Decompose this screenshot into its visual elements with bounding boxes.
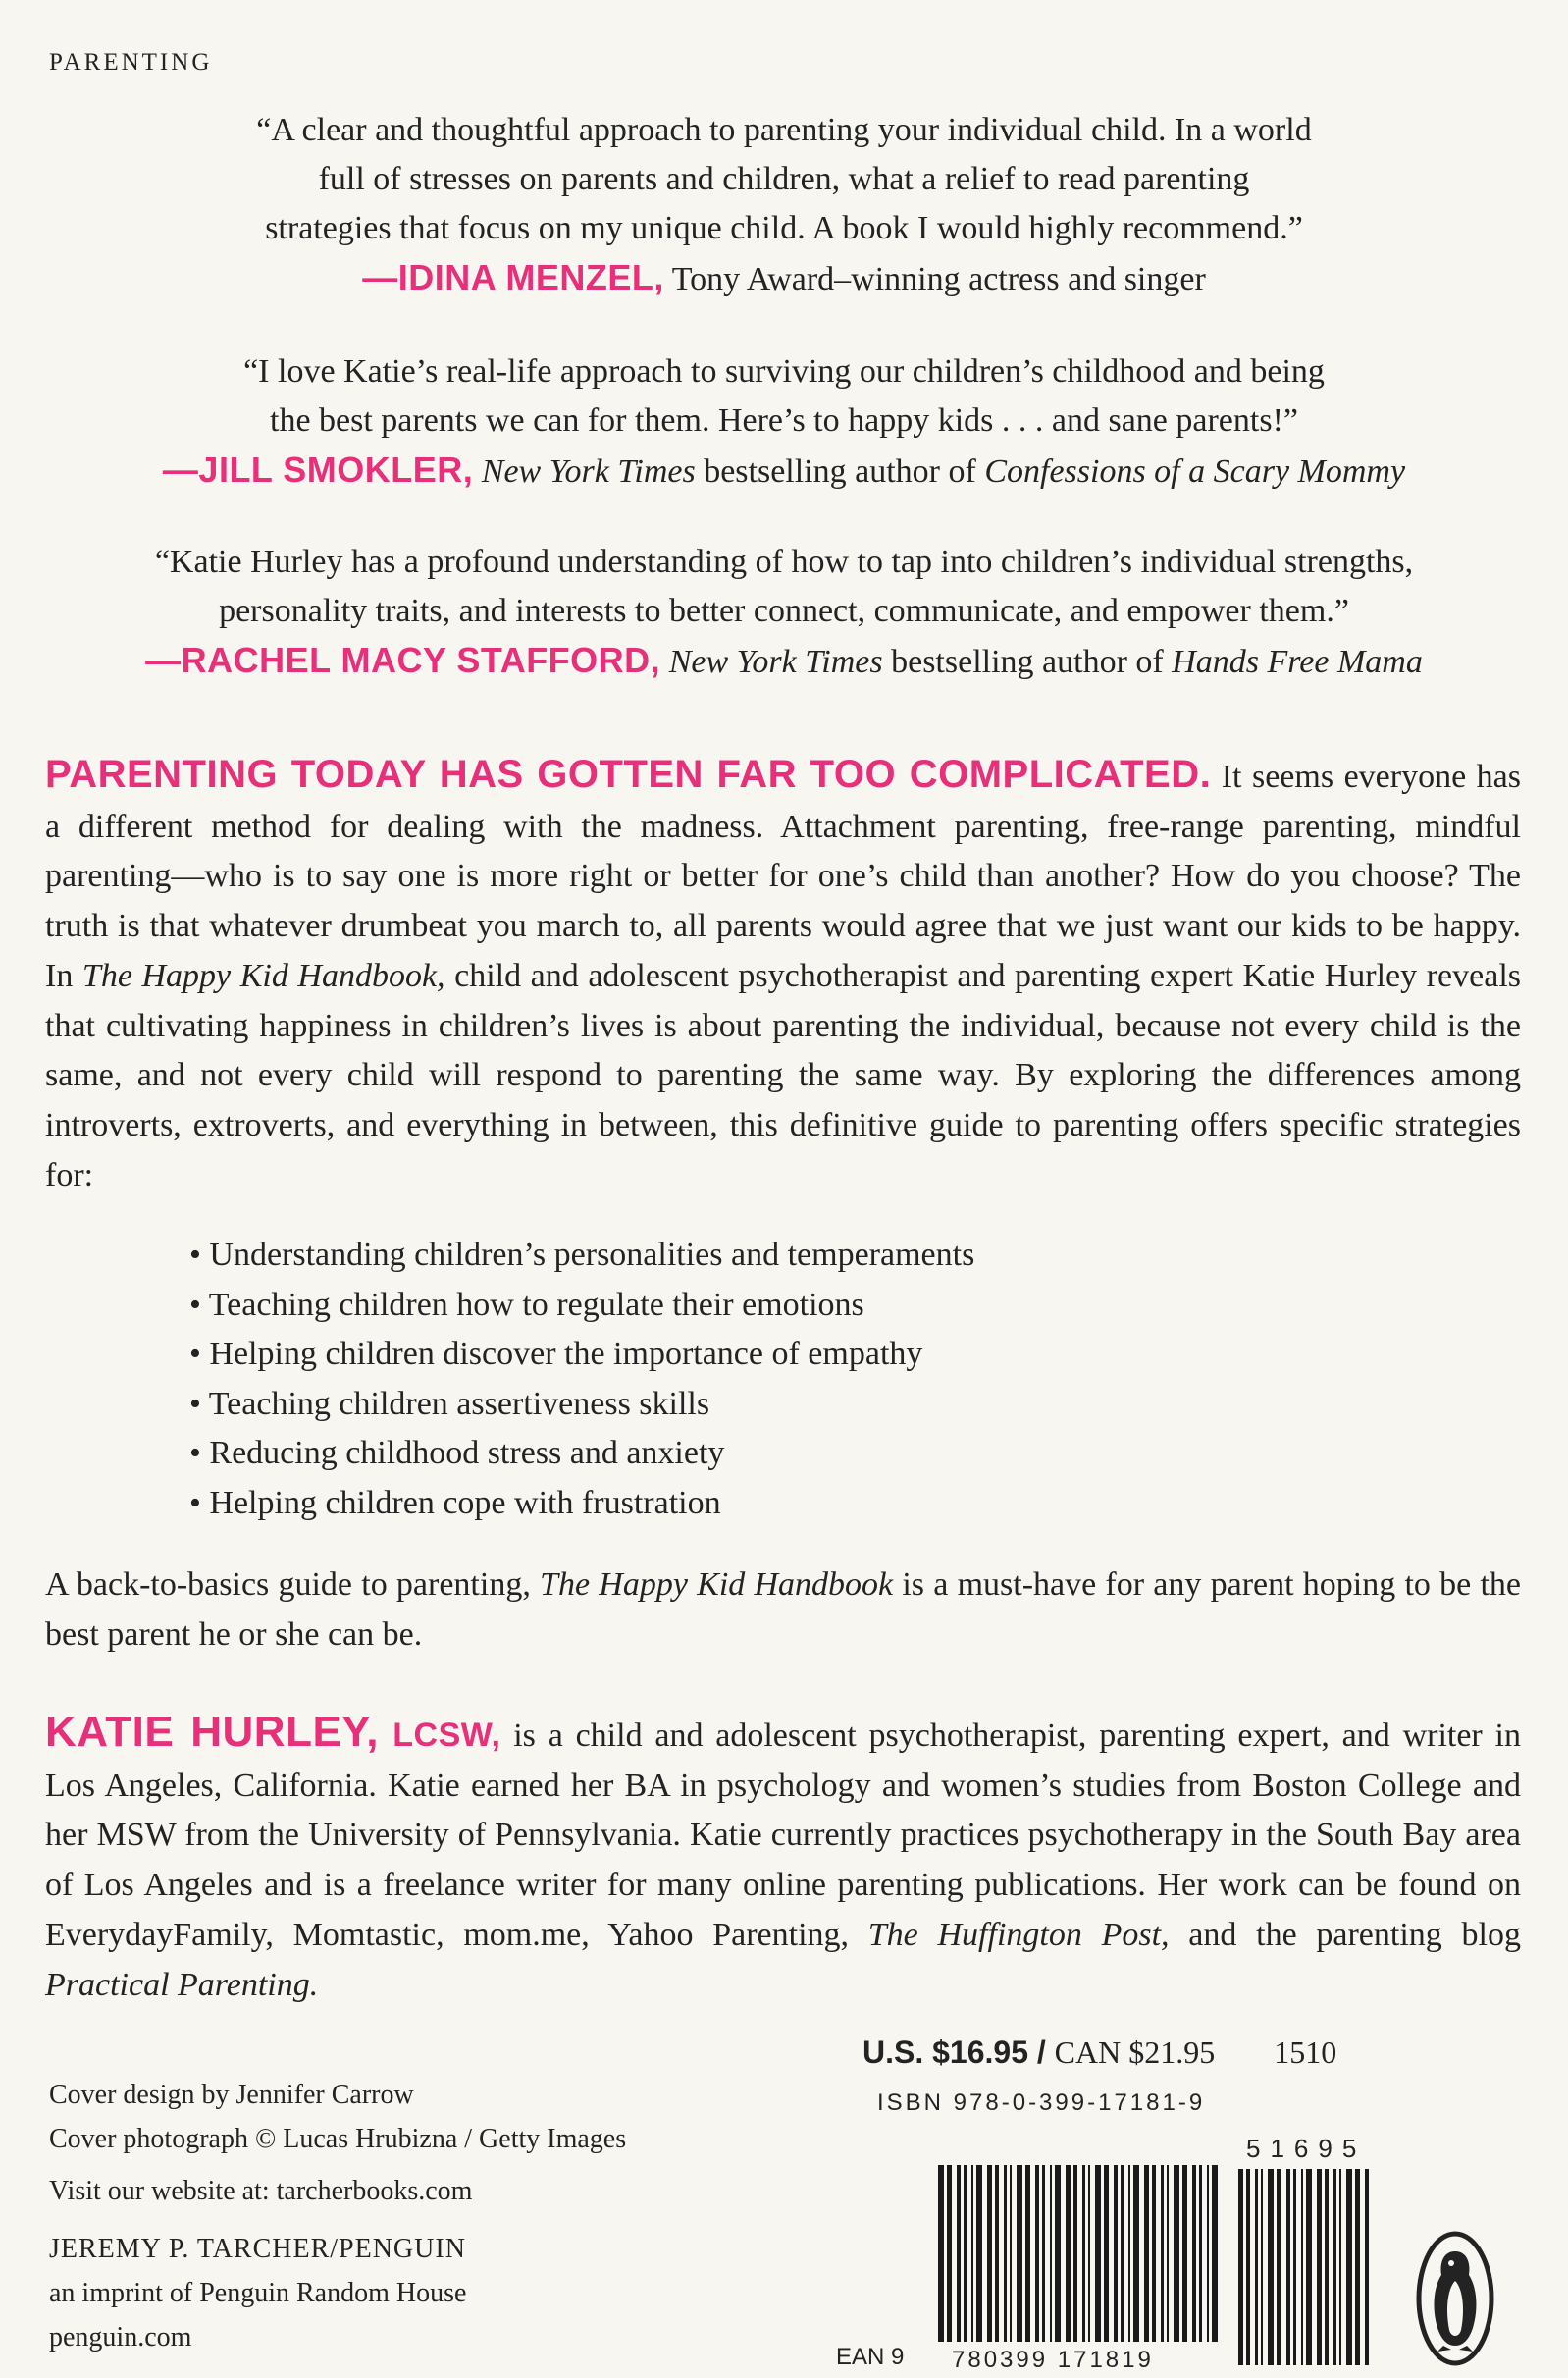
publisher-imprint: an imprint of Penguin Random House — [49, 2278, 467, 2308]
list-item: • Teaching children how to regulate their emotions — [189, 1286, 864, 1323]
quote-author-book: Confessions of a Scary Mommy — [984, 453, 1406, 490]
barcode-bar — [1050, 2165, 1052, 2342]
barcode-bar — [1035, 2165, 1039, 2342]
barcode-bar — [1133, 2165, 1139, 2342]
quote-author-credit: bestselling author of — [882, 644, 1173, 680]
barcode-bar — [1066, 2165, 1071, 2342]
summary-text: A back-to-basics guide to parenting, — [45, 1566, 541, 1603]
barcode-bar — [1088, 2165, 1090, 2342]
barcode-bar — [1042, 2165, 1045, 2342]
ean-barcode-bars — [938, 2165, 1218, 2342]
barcode-bar — [1152, 2165, 1156, 2342]
barcode-bar — [1017, 2165, 1022, 2342]
author-bio-text: and the parenting blog — [1169, 1916, 1521, 1953]
barcode-bar — [1306, 2169, 1312, 2365]
quote-author-book: Hands Free Mama — [1172, 644, 1423, 680]
isbn-number: ISBN 978-0-399-17181-9 — [877, 2089, 1206, 2116]
barcode-bar — [1286, 2169, 1290, 2365]
addon-digits: 51695 — [1246, 2134, 1367, 2163]
quote-line: full of stresses on parents and children, what a relief to read parenting — [318, 161, 1250, 197]
barcode-bar — [1301, 2169, 1303, 2365]
author-credential: LCSW, — [379, 1717, 501, 1754]
website-line: Visit our website at: tarcherbooks.com — [49, 2176, 473, 2206]
list-item: • Helping children cope with frustration — [189, 1484, 721, 1521]
cover-photo-credit: Cover photograph © Lucas Hrubizna / Getty Images — [49, 2124, 627, 2154]
barcode-bar — [1346, 2169, 1352, 2365]
barcode-bar — [1025, 2165, 1030, 2342]
barcode-bar — [976, 2165, 982, 2342]
barcode-bar — [1238, 2169, 1243, 2365]
quote-line: strategies that focus on my unique child. A book I would highly recommend.” — [265, 210, 1303, 246]
quote-author: —JILL SMOKLER, — [162, 449, 474, 490]
penguin-logo-icon — [1416, 2230, 1494, 2367]
barcode-bar — [1293, 2169, 1296, 2365]
barcode-bar — [964, 2165, 967, 2342]
barcode-bar — [987, 2165, 992, 2342]
summary-text: is a must-have for any parent hoping to be the best parent he or she can be. — [45, 1566, 1521, 1653]
barcode-bar — [1055, 2165, 1061, 2342]
barcode-bar — [1121, 2165, 1124, 2342]
barcode-bar — [1355, 2169, 1360, 2365]
author-name: KATIE HURLEY, — [45, 1708, 380, 1756]
quote-line: “Katie Hurley has a profound understanding of how to tap into children’s individual strengths, — [154, 544, 1414, 580]
publication-name: Practical Parenting. — [45, 1966, 319, 2003]
barcode-bar — [1268, 2169, 1274, 2365]
barcode-bar — [1010, 2165, 1012, 2342]
quote-attribution — [39, 253, 1529, 304]
quote-line: “A clear and thoughtful approach to parenting your individual child. In a world — [256, 112, 1312, 148]
author-bio-paragraph — [45, 1708, 1521, 2010]
quote-author-credit: Tony Award–winning actress and singer — [663, 261, 1206, 297]
barcode-bar — [1212, 2165, 1218, 2342]
list-item: • Teaching children assertiveness skills — [189, 1385, 710, 1422]
barcode-bar — [1104, 2165, 1109, 2342]
barcode-bar — [1182, 2165, 1187, 2342]
barcode-bar — [1333, 2169, 1336, 2365]
category-label: PARENTING — [49, 49, 213, 76]
list-item: • Understanding children’s personalities and temperaments — [189, 1237, 975, 1273]
barcode-bar — [1246, 2169, 1250, 2365]
barcode-bar — [1199, 2165, 1202, 2342]
strategy-list — [189, 1231, 974, 1528]
quote-author-publication: New York Times — [481, 453, 696, 490]
barcode-bar — [947, 2165, 952, 2342]
barcode-bar — [1082, 2165, 1085, 2342]
list-item: • Helping children discover the importance of empathy — [189, 1336, 923, 1372]
description-paragraph — [45, 750, 1521, 1200]
barcode-bar — [1325, 2169, 1329, 2365]
book-description — [45, 750, 1521, 1200]
quote-author: —RACHEL MACY STAFFORD, — [145, 640, 661, 680]
description-headline: PARENTING TODAY HAS GOTTEN FAR TOO COMPLICATED. — [45, 753, 1212, 796]
price-line — [862, 2035, 1336, 2071]
summary-paragraph — [45, 1560, 1521, 1660]
barcode-bar — [1167, 2165, 1169, 2342]
barcode-bar — [1277, 2169, 1281, 2365]
barcode-bar — [1365, 2169, 1369, 2365]
quote-line: the best parents we can for them. Here’s to happy kids . . . and sane parents!” — [270, 402, 1298, 439]
price-separator: / — [1028, 2035, 1055, 2070]
barcode-bar — [1095, 2165, 1101, 2342]
ean-prefix: EAN 9 — [836, 2344, 905, 2370]
barcode-bar — [1161, 2165, 1164, 2342]
publication-name: The Huffington Post, — [867, 1916, 1170, 1953]
barcode-bar — [1114, 2165, 1118, 2342]
quote-line: personality traits, and interests to better connect, communicate, and empower them.” — [219, 593, 1349, 629]
cover-design-credit: Cover design by Jennifer Carrow — [49, 2080, 414, 2110]
cover-credits — [49, 2073, 626, 2359]
list-item: • Reducing childhood stress and anxiety — [189, 1435, 725, 1471]
barcode-bar — [938, 2165, 944, 2342]
author-bio — [45, 1708, 1521, 2010]
barcode-bar — [1339, 2169, 1341, 2365]
addon-barcode-bars — [1238, 2169, 1369, 2365]
barcode-bar — [1255, 2169, 1258, 2365]
barcode-bar — [1144, 2165, 1149, 2342]
ean-digits: 780399 171819 — [952, 2347, 1154, 2373]
barcode-bar — [1192, 2165, 1196, 2342]
quote-author-publication: New York Times — [668, 644, 883, 680]
description-text: child and adolescent psychotherapist and parenting expert Katie Hurley reveals that cultivating happiness in children’s lives is about parenting the individual, because not every child is the same, and not every child will respond to parenting the same way. By exploring the differences among introverts, extroverts, and everything in between, this definitive guide to parenting offers specific strategies for: — [45, 957, 1521, 1193]
barcode-bar — [971, 2165, 973, 2342]
testimonial-1 — [39, 106, 1529, 304]
book-title: The Happy Kid Handbook — [540, 1566, 894, 1603]
barcode-bar — [1261, 2169, 1263, 2365]
us-price: U.S. $16.95 — [862, 2035, 1028, 2070]
testimonial-2 — [39, 347, 1529, 497]
barcode-bar — [957, 2165, 961, 2342]
barcode-bar — [995, 2165, 999, 2342]
testimonial-3 — [39, 538, 1529, 687]
quote-author-credit: bestselling author of — [695, 453, 985, 490]
can-price: CAN $21.95 — [1054, 2035, 1216, 2070]
author-bio-text: is a child and adolescent psychotherapist, parenting expert, and writer in Los Angeles, California. Katie earned her BA in psychology and women’s studies from Boston College and her MSW from the University of Pennsylvania. Katie currently practices psychotherapy in the South Bay area of Los Angeles and is a freelance writer for many online parenting publications. Her work can be found on EverydayFamily, Momtastic, mom.me, Yahoo Parenting, — [45, 1717, 1521, 1953]
barcode-bar — [1073, 2165, 1077, 2342]
book-title: The Happy Kid Handbook, — [81, 957, 445, 994]
description-text: It seems everyone has a different method for dealing with the madness. Attachment parenting, free-range parenting, mindful parenting—who is to say one is more right or better for one’s child than another? How do you choose? The truth is that whatever drumbeat you march to, all parents would agree that we just want our kids to be happy. In — [45, 759, 1521, 994]
quote-line: “I love Katie’s real-life approach to surviving our children’s childhood and being — [243, 353, 1325, 390]
barcode-bar — [1207, 2165, 1209, 2342]
publisher-name: JEREMY P. TARCHER/PENGUIN — [49, 2234, 466, 2264]
quote-author: —IDINA MENZEL, — [362, 257, 664, 297]
barcode-bar — [1128, 2165, 1130, 2342]
summary — [45, 1560, 1521, 1660]
quote-attribution — [39, 446, 1529, 497]
barcode-bar — [1004, 2165, 1007, 2342]
barcode-bar — [1317, 2169, 1322, 2365]
price-code: 1510 — [1274, 2035, 1337, 2070]
barcode-bar — [1174, 2165, 1179, 2342]
publisher-website: penguin.com — [49, 2322, 192, 2352]
quote-attribution — [39, 636, 1529, 687]
